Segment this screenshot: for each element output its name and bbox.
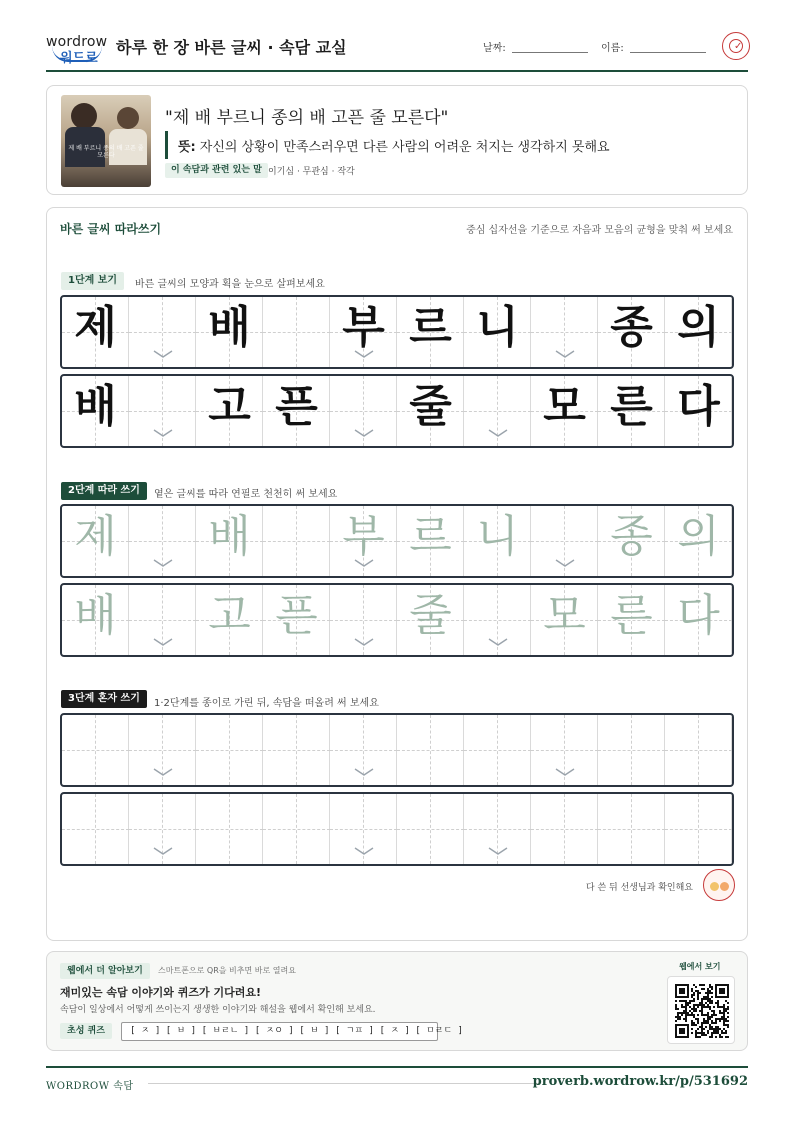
grid-cell[interactable] (397, 585, 464, 655)
grid-character: 배 (208, 511, 251, 562)
grid-character: 니 (476, 511, 519, 562)
qr-label: 웹에서 보기 (679, 962, 721, 971)
grid-cell[interactable] (397, 794, 464, 864)
word-space-chevron-icon (153, 428, 173, 438)
logo-text-bottom: 워드로 (60, 51, 98, 66)
grid-character: 모 (543, 381, 586, 432)
teacher-stamp-icon (703, 869, 735, 901)
step1-tag: 1단계 보기 (61, 272, 124, 290)
date-field[interactable] (512, 52, 588, 53)
step3-grid-row-1[interactable] (60, 713, 734, 787)
grid-cell[interactable] (62, 715, 129, 785)
grid-cell (531, 376, 598, 446)
grid-cell (598, 376, 665, 446)
grid-character: 종 (610, 511, 653, 562)
grid-cell[interactable] (263, 715, 330, 785)
done-note: 다 쓴 뒤 선생님과 확인해요 (585, 883, 693, 893)
grid-cell[interactable] (598, 506, 665, 576)
qr-code-icon[interactable] (667, 976, 735, 1044)
footer-brand: WORDROW 속담 (46, 1081, 134, 1092)
section-title: 바른 글씨 따라쓰기 (60, 222, 162, 236)
grid-cell (263, 376, 330, 446)
grid-character: 니 (476, 302, 519, 353)
grid-cell[interactable] (598, 585, 665, 655)
word-space-chevron-icon (153, 349, 173, 359)
grid-cell (196, 376, 263, 446)
grid-character: 제 (74, 511, 117, 562)
grid-character: 른 (610, 381, 653, 432)
meaning-text: 자신의 상황이 만족스러우면 다른 사람의 어려운 처지는 생각하지 못해요 (199, 140, 610, 155)
grid-character: 다 (677, 590, 720, 641)
grid-cell[interactable] (665, 715, 732, 785)
chosung-quiz-answer: [ ㅈ ] [ ㅂ ] [ ㅂㄹㄴ ] [ ㅈㅇ ] [ ㅂ ] [ ㄱㅍ ] [ ㅈ ] [ ㅁㄹㄷ ] (121, 1022, 438, 1041)
grid-character: 모 (543, 590, 586, 641)
proverb-text: "제 배 부르니 종의 배 고픈 줄 모른다" (165, 108, 449, 128)
grid-character: 르 (409, 511, 452, 562)
grid-cell[interactable] (665, 585, 732, 655)
grid-cell (665, 376, 732, 446)
word-space-chevron-icon (354, 349, 374, 359)
grid-cell (62, 297, 129, 367)
grid-cell[interactable] (196, 585, 263, 655)
grid-cell[interactable] (598, 715, 665, 785)
grid-cell[interactable] (665, 794, 732, 864)
word-space-chevron-icon (488, 428, 508, 438)
grid-cell (464, 297, 531, 367)
related-words: 이기심 · 무관심 · 작각 (268, 167, 355, 177)
grid-character: 부 (342, 511, 385, 562)
step2-tag: 2단계 따라 쓰기 (61, 482, 147, 500)
web-more-tag: 웹에서 더 알아보기 (60, 963, 150, 979)
word-space-chevron-icon (354, 846, 374, 856)
word-space-chevron-icon (354, 428, 374, 438)
date-label: 날짜: (483, 43, 506, 54)
grid-cell[interactable] (62, 585, 129, 655)
grid-cell (665, 297, 732, 367)
step1-grid-row-2 (60, 374, 734, 448)
web-promo-section (46, 951, 748, 1051)
section-hint: 중심 십자선을 기준으로 자음과 모음의 균형을 맞춰 써 보세요 (466, 225, 733, 236)
word-space-chevron-icon (153, 846, 173, 856)
grid-character: 배 (208, 302, 251, 353)
word-space-chevron-icon (153, 558, 173, 568)
word-space-chevron-icon (153, 767, 173, 777)
footer-rule (148, 1083, 540, 1084)
step1-grid-row-1 (60, 295, 734, 369)
grid-cell (397, 297, 464, 367)
web-promo-desc: 속담이 일상에서 어떻게 쓰이는지 생생한 이야기와 해설을 웹에서 확인해 보세요. (60, 1005, 376, 1015)
grid-character: 픈 (275, 590, 318, 641)
grid-cell[interactable] (397, 506, 464, 576)
web-promo-title: 재미있는 속담 이야기와 퀴즈가 기다려요! (60, 986, 261, 999)
word-space-chevron-icon (555, 558, 575, 568)
grid-cell[interactable] (464, 715, 531, 785)
grid-character: 르 (409, 302, 452, 353)
grid-character: 줄 (409, 381, 452, 432)
grid-character: 줄 (409, 590, 452, 641)
grid-cell[interactable] (397, 715, 464, 785)
grid-cell[interactable] (196, 715, 263, 785)
page-header (46, 30, 748, 72)
grid-character: 의 (677, 511, 720, 562)
grid-character: 른 (610, 590, 653, 641)
grid-cell[interactable] (62, 794, 129, 864)
meaning-label: 뜻: (178, 140, 196, 155)
grid-cell[interactable] (263, 794, 330, 864)
page-title: 하루 한 장 바른 글씨 · 속담 교실 (116, 38, 347, 57)
grid-cell[interactable] (531, 794, 598, 864)
step1-desc: 바른 글씨의 모양과 획을 눈으로 살펴보세요 (135, 279, 325, 290)
grid-cell (263, 297, 330, 367)
step3-grid-row-2[interactable] (60, 792, 734, 866)
grid-character: 배 (74, 381, 117, 432)
step3-desc: 1·2단계를 종이로 가린 뒤, 속담을 떠올려 써 보세요 (154, 698, 379, 709)
step2-grid-row-2[interactable] (60, 583, 734, 657)
word-space-chevron-icon (555, 349, 575, 359)
verified-badge-icon: ✓ (722, 32, 750, 60)
grid-cell (196, 297, 263, 367)
illustration-caption: 제 배 부르니 종의 배 고픈 줄 모른다 (68, 145, 144, 159)
name-label: 이름: (601, 43, 624, 54)
grid-cell[interactable] (263, 506, 330, 576)
word-space-chevron-icon (488, 637, 508, 647)
grid-character: 다 (677, 381, 720, 432)
grid-cell[interactable] (62, 506, 129, 576)
grid-cell[interactable] (531, 585, 598, 655)
web-more-desc: 스마트폰으로 QR을 비추면 바로 열려요 (158, 966, 296, 975)
word-space-chevron-icon (488, 846, 508, 856)
grid-cell[interactable] (196, 506, 263, 576)
grid-character: 부 (342, 302, 385, 353)
step2-grid-row-1[interactable] (60, 504, 734, 578)
word-space-chevron-icon (354, 767, 374, 777)
footer-divider (46, 1066, 748, 1068)
grid-cell[interactable] (665, 506, 732, 576)
name-field[interactable] (630, 52, 706, 53)
grid-character: 배 (74, 590, 117, 641)
word-space-chevron-icon (153, 637, 173, 647)
grid-cell (598, 297, 665, 367)
grid-character: 종 (610, 302, 653, 353)
footer-url-link[interactable]: proverb.wordrow.kr/p/531692 (532, 1074, 748, 1089)
related-words-tag: 이 속담과 관련 있는 말 (165, 163, 268, 178)
grid-character: 픈 (275, 381, 318, 432)
word-space-chevron-icon (354, 558, 374, 568)
grid-cell[interactable] (196, 794, 263, 864)
grid-character: 제 (74, 302, 117, 353)
word-space-chevron-icon (354, 637, 374, 647)
wordrow-logo[interactable] (46, 34, 108, 64)
grid-cell (397, 376, 464, 446)
grid-character: 의 (677, 302, 720, 353)
proverb-illustration (61, 95, 151, 187)
proverb-meaning (165, 131, 610, 159)
grid-character: 고 (208, 590, 251, 641)
step2-desc: 옅은 글씨를 따라 연필로 천천히 써 보세요 (154, 489, 338, 500)
proverb-card (46, 85, 748, 195)
grid-cell[interactable] (263, 585, 330, 655)
grid-cell (62, 376, 129, 446)
step3-tag: 3단계 혼자 쓰기 (61, 690, 147, 708)
grid-character: 고 (208, 381, 251, 432)
chosung-quiz-tag: 초성 퀴즈 (60, 1023, 112, 1039)
grid-cell[interactable] (464, 506, 531, 576)
grid-cell[interactable] (598, 794, 665, 864)
word-space-chevron-icon (555, 767, 575, 777)
logo-text-top: wordrow (46, 34, 108, 50)
